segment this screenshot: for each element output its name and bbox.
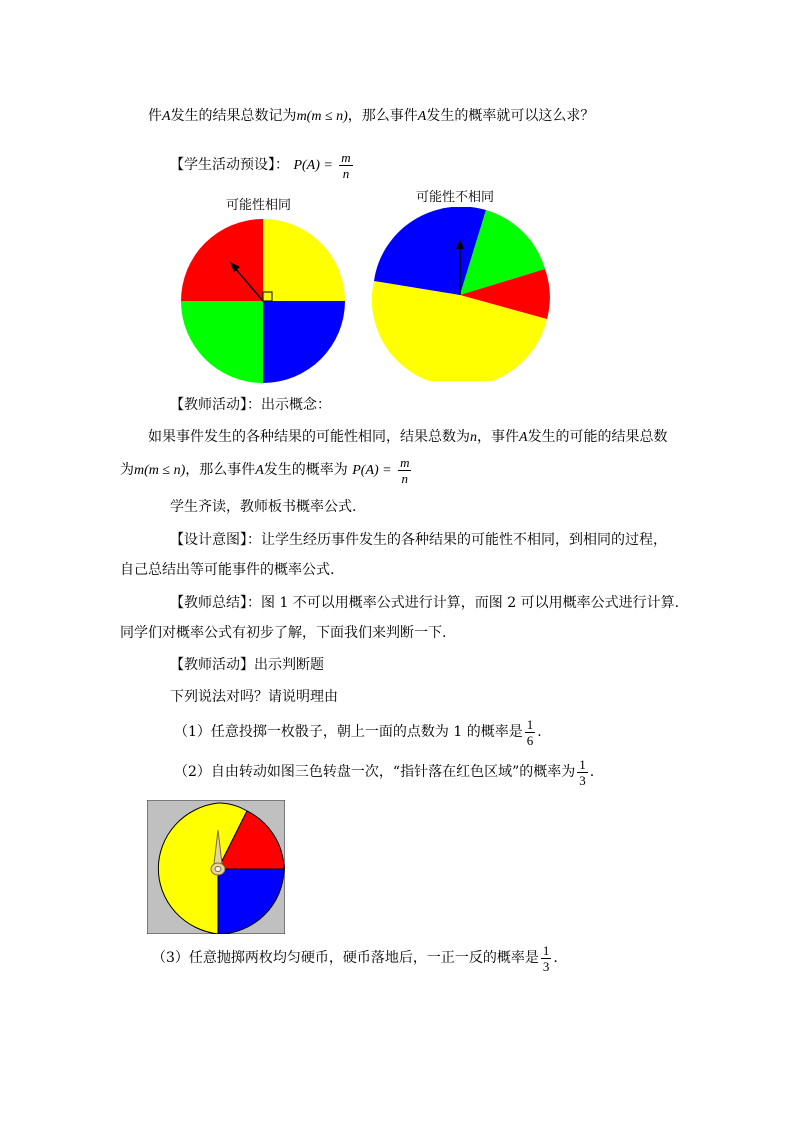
- design-intent-line-2: 自己总结出等可能事件的概率公式.: [120, 562, 335, 578]
- fig2-caption: 可能性不相同: [416, 190, 495, 205]
- unequal-spinner-figure: [372, 207, 550, 381]
- fig1-caption: 可能性相同: [226, 198, 292, 213]
- design-intent-line-1: 【设计意图】：让学生经历事件发生的各种结果的可能性不相同，到相同的过程，: [170, 532, 667, 548]
- fraction-m-over-n: $\frac{m}{n}$: [400, 454, 410, 486]
- formula-lhs: P(A) =: [293, 158, 333, 173]
- equal-spinner-figure: [178, 217, 348, 387]
- green-sector: [181, 301, 263, 383]
- student-preset: 【学生活动预设】： P(A) = $\frac{m}{n}$: [170, 149, 351, 181]
- definition-line-1: 如果事件发生的各种结果的可能性相同，结果总数为n，事件A发生的可能的结果总数: [148, 429, 668, 445]
- question-3: （3）任意抛掷两枚均匀硬币，硬币落地后，一正一反的概率是 $\frac{1}{3}$ .: [152, 942, 558, 974]
- definition-line-2: 为m(m ≤ n)，那么事件A发生的概率为 P(A) = $\frac{m}{n}$: [120, 454, 410, 486]
- teacher-activity-heading: 【教师活动】：出示概念：: [170, 397, 331, 413]
- yellow-sector: [263, 219, 345, 301]
- three-color-spinner-figure: [147, 800, 285, 934]
- question-2: （2）自由转动如图三色转盘一次，“指针落在红色区域”的概率为 $\frac{1}{3}$ .: [174, 756, 595, 788]
- teacher-summary-line-1: 【教师总结】：图 1 不可以用概率公式进行计算，而图 2 可以用概率公式进行计算.: [170, 595, 680, 611]
- blue-sector: [263, 301, 345, 383]
- question-1: （1）任意投掷一枚骰子，朝上一面的点数为 1 的概率是 $\frac{1}{6}$ .: [174, 716, 542, 748]
- red-sector: [181, 219, 263, 301]
- fraction-m-over-n: $\frac{m}{n}$: [341, 149, 351, 181]
- intro-line: 件A发生的结果总数记为m(m ≤ n)，那么事件A发生的概率就可以这么求？: [148, 108, 595, 124]
- teacher-activity-judgement: 【教师活动】出示判断题: [170, 657, 324, 673]
- question-prompt: 下列说法对吗？请说明理由: [170, 689, 338, 705]
- teacher-summary-line-2: 同学们对概率公式有初步了解，下面我们来判断一下.: [120, 625, 447, 641]
- read-aloud-line: 学生齐读，教师板书概率公式.: [170, 499, 357, 515]
